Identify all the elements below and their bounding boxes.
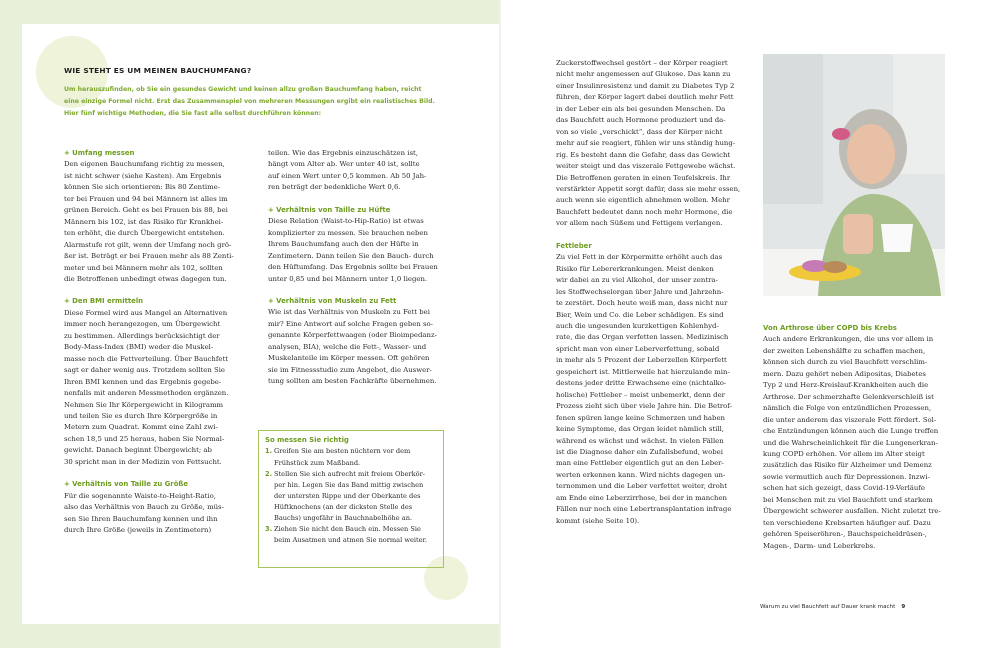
text-line: rig. Es besteht dann die Gefahr, dass das Gewicht: [556, 150, 731, 159]
text-line: schen hat sich gezeigt, dass Covid-19-Verläufe: [763, 484, 925, 493]
text-line: gewicht. Danach beginnt Übergewicht; ab: [64, 446, 212, 455]
text-line: ßer ist. Beträgt er bei Frauen mehr als 88 Zenti-: [64, 252, 234, 261]
text-line: Für die sogenannte Waiste-to-Height-Ratio,: [64, 491, 216, 500]
text-line: gehören Speiseröhren-, Bauchspeicheldrüsen-,: [763, 530, 927, 539]
text-line: zusätzlich das Risiko für Alzheimer und Demenz: [763, 461, 932, 470]
page-gutter: [499, 0, 501, 648]
text-line: Ihrem Bauchumfang auch den der Hüfte in: [268, 240, 419, 249]
text-line: das Bauchfett auch Hormone produziert und da-: [556, 116, 726, 125]
info-box-list: [265, 446, 437, 546]
text-line: Nehmen Sie Ihr Körpergewicht in Kilogramm: [64, 400, 224, 409]
text-line: ternommen und die Leber verfettet weiter, droht: [556, 482, 727, 491]
text-line: Zu viel Fett in der Körpermitte erhöht auch das: [556, 253, 723, 262]
section-umfang: [64, 159, 250, 285]
text-line: am Ende eine Leberzirrhose, bei der in manchen: [556, 493, 727, 502]
text-line: verstärkter Appetit sorgt dafür, dass sie mehr essen,: [556, 184, 741, 193]
text-line: masse noch die Fettverteilung. Über Bauchfett: [64, 354, 228, 363]
intro-line: Hier fünf wichtige Methoden, die Sie fast alle selbst durchführen können:: [64, 110, 322, 118]
text-line: auch wenn sie eigentlich abnehmen wollen. Mehr: [556, 196, 730, 205]
text-line: weiter steigt und das viszerale Fettgewebe wächst.: [556, 162, 736, 171]
text-line: und teilen Sie es durch Ihre Körpergröße in: [64, 411, 218, 420]
photo-illustration: [763, 54, 945, 296]
text-line: können Sie sich orientieren: Bis 80 Zentime-: [64, 183, 221, 192]
text-line: durch Ihre Größe (jeweils in Zentimetern): [64, 526, 212, 535]
list-text: beim Ausatmen und atmen Sie normal weiter.: [274, 536, 428, 545]
list-text: Bauchs) ungefähr in Bauchnabelhöhe an.: [274, 514, 413, 523]
text-line: Den eigenen Bauchumfang richtig zu messen,: [64, 160, 225, 169]
list-text: Stellen Sie sich aufrecht mit freiem Oberkör-: [274, 469, 426, 478]
text-line: mehr auf sie reagiert, fühlen wir uns ständig hung-: [556, 139, 736, 148]
text-line: Magen-, Darm- und Leberkrebs.: [763, 541, 876, 550]
text-line: kommt (siehe Seite 10).: [556, 516, 640, 525]
list-number: 2.: [265, 469, 273, 478]
info-box-item-line: [265, 513, 437, 524]
info-box-item-line: [265, 491, 437, 502]
text-line: sowie vermutlich auch für Depressionen. Inzwi-: [763, 472, 930, 481]
text-line: ist nicht schwer (siehe Kasten). Am Ergebnis: [64, 171, 222, 180]
text-line: Ihren BMI kennen und das Ergebnis gegebe-: [64, 377, 222, 386]
text-line: mir? Eine Antwort auf solche Fragen geben so-: [268, 319, 433, 328]
page-number: 9: [901, 604, 906, 610]
text-line: und die Wahrscheinlichkeit für die Lungenerkran-: [763, 438, 938, 447]
text-line: analysen, BIA), welche die Fett-, Wasser- und: [268, 342, 427, 351]
text-line: grünen Bereich. Geht es bei Frauen bis 88, bei: [64, 206, 228, 215]
info-box-item-line: [265, 502, 437, 513]
text-line: che Entzündungen können auch die Lunge treffen: [763, 427, 939, 436]
footer-running-title: Warum zu viel Bauchfett auf Dauer krank macht: [760, 604, 896, 610]
woman-eating-donut-photo: [763, 54, 945, 296]
section-fettleber: [556, 252, 746, 527]
text-line: tung sollten am besten Fachkräfte übernehmen.: [268, 377, 437, 386]
section-huefte: [268, 216, 454, 285]
text-line: nenfalls mit anderen Messmethoden ergänzen.: [64, 389, 229, 398]
text-line: Typ 2 und Herz-Kreislauf-Krankheiten auch die: [763, 381, 929, 390]
page-title: WIE STEHT ES UM MEINEN BAUCHUMFANG?: [64, 66, 252, 75]
section-bmi: [64, 308, 250, 468]
text-line: man eine Fettleber eigentlich gut an den Leber-: [556, 459, 724, 468]
column-4: [763, 323, 953, 552]
text-line: führen, der Körper lagert dabei deutlich mehr Fett: [556, 93, 734, 102]
text-line: fenen spüren lange keine Schmerzen und haben: [556, 413, 725, 422]
info-box-item-line: [265, 446, 437, 457]
list-text: der untersten Rippe und der Oberkante des: [274, 491, 421, 500]
text-line: les Stoffwechselorgan über Jahre und Jahrzehn-: [556, 287, 724, 296]
section-heading-groesse: + Verhältnis von Taille zu Größe: [64, 480, 189, 489]
text-line: sen Sie Ihren Bauchumfang kennen und ihn: [64, 514, 218, 523]
info-box-messen: [258, 430, 444, 568]
text-line: Zentimetern. Dann teilen Sie den Bauch- durch: [268, 251, 434, 260]
text-line: in mehr als 5 Prozent der Leberzellen Körperfett: [556, 356, 727, 365]
intro-line: Um herauszufinden, ob Sie ein gesundes Gewicht und keinen allzu großen Bauchumfang haben, reicht: [64, 86, 422, 93]
text-line: sagt er daher wenig aus. Trotzdem sollten Sie: [64, 366, 225, 375]
list-text: Greifen Sie am besten nüchtern vor dem: [274, 447, 411, 456]
text-line: Prozess zieht sich über viele Jahre hin. Die Betrof-: [556, 402, 732, 411]
info-box-heading: So messen Sie richtig: [265, 436, 349, 444]
text-line: Zuckerstoffwechsel gestört – der Körper reagiert: [556, 59, 728, 67]
section-groesse-cont: [268, 148, 454, 194]
text-line: holische) Fettleber – meist unbemerkt, denn der: [556, 390, 725, 399]
column-1: [64, 148, 250, 537]
text-line: nämlich die Folge von entzündlichen Prozessen,: [763, 404, 932, 413]
text-line: spricht man von einer Leberverfettung, sobald: [556, 344, 720, 353]
text-line: zu bestimmen. Allerdings berücksichtigt der: [64, 331, 220, 340]
text-line: Übergewicht schwerer ausfallen. Nicht zuletzt tre-: [763, 507, 941, 516]
text-line: teilen. Wie das Ergebnis einzuschätzen ist,: [268, 149, 418, 157]
text-line: können sich durch zu viel Bauchfett verschlim-: [763, 358, 928, 367]
text-line: Risiko für Lebererkrankungen. Meist denken: [556, 264, 714, 273]
info-box-item-line: [265, 480, 437, 491]
text-line: die unter anderem das viszerale Fett fördert. Sol-: [763, 415, 937, 424]
text-line: ist die Diagnose daher ein Zufallsbefund, wobei: [556, 447, 723, 456]
text-line: hängt vom Alter ab. Wer unter 40 ist, sollte: [268, 160, 420, 169]
text-line: den Hüftumfang. Das Ergebnis sollte bei Frauen: [268, 263, 438, 272]
text-line: immer noch herangezogen, um Übergewicht: [64, 320, 221, 329]
text-line: destens jeder dritte Erwachsene eine (nichtalko-: [556, 379, 727, 388]
text-line: Männern bis 102, ist das Risiko für Krankhei-: [64, 217, 224, 226]
list-text: Frühstück zum Maßband.: [274, 458, 361, 467]
text-line: wir dabei an zu viel Alkohol, der unser zentra-: [556, 276, 718, 285]
text-line: von so viele „verschickt“, dass der Körper nicht: [556, 127, 723, 136]
text-line: nicht mehr angemessen auf Glukose. Das kann zu: [556, 70, 731, 79]
text-line: werten erkennen kann. Wird nichts dagegen un-: [556, 470, 726, 479]
text-line: genannte Körperfettwaagen (oder Bioimpedanz-: [268, 331, 437, 340]
text-line: Die Betroffenen geraten in einen Teufelskreis. Ihr: [556, 173, 731, 182]
text-line: Diese Relation (Waist-to-Hip-Ratio) ist etwas: [268, 217, 424, 226]
text-line: gespeichert ist. Mittlerweile hat hierzulande min-: [556, 367, 730, 376]
text-line: rate, die das Organ verfetten lassen. Medizinisch: [556, 333, 729, 342]
info-box-item-line: [265, 458, 437, 469]
info-box-item-line: [265, 524, 437, 535]
text-line: komplizierter zu messen. Sie brauchen neben: [268, 228, 428, 237]
text-line: keine Symptome, das Organ leidet nämlich still,: [556, 425, 724, 434]
text-line: Auch andere Erkrankungen, die uns vor allem in: [763, 335, 934, 344]
section-arthrose: [763, 334, 953, 552]
text-line: sie im Fitnessstudio zum Angebot, die Auswer-: [268, 365, 432, 374]
text-line: Wie ist das Verhältnis von Muskeln zu Fett bei: [268, 308, 430, 317]
column-3: [556, 58, 746, 527]
intro-text: [64, 84, 442, 120]
text-line: Bier, Wein und Co. die Leber schädigen. Es sind: [556, 310, 724, 319]
text-line: Fällen nur noch eine Lebertransplantation infrage: [556, 505, 732, 514]
section-heading-arthrose: Von Arthrose über COPD bis Krebs: [763, 324, 897, 332]
section-groesse: [64, 491, 250, 537]
section-heading-huefte: + Verhältnis von Taille zu Hüfte: [268, 205, 391, 214]
text-line: meter und bei Männern mehr als 102, sollten: [64, 263, 223, 272]
section-heading-fettleber: Fettleber: [556, 241, 592, 250]
text-line: ten erhöht, die durch Übergewicht entstehen.: [64, 229, 225, 238]
text-line: 30 spricht man in der Medizin von Fettsucht.: [64, 457, 222, 466]
text-line: te zerstört. Doch heute weiß man, dass nicht nur: [556, 299, 728, 308]
text-line: die Betroffenen unbedingt etwas dagegen tun.: [64, 274, 227, 283]
text-line: einer Insulinresistenz und damit zu Diabetes Typ 2: [556, 81, 735, 90]
text-line: ten verschiedene Krebsarten häufiger auf. Dazu: [763, 518, 931, 527]
text-line: mern. Dazu gehört neben Adipositas, Diabetes: [763, 369, 926, 378]
section-heading-muskeln: + Verhältnis von Muskeln zu Fett: [268, 296, 397, 305]
list-text: Hüftknochens (an der dicksten Stelle des: [274, 502, 413, 511]
list-text: Ziehen Sie nicht den Bauch ein. Messen Sie: [274, 525, 421, 534]
text-line: schen 18,5 und 25 heraus, haben Sie Normal-: [64, 434, 225, 443]
intro-line: eine einzige Formel nicht. Erst das Zusammenspiel von mehreren Messungen ergibt ein realistisches Bild.: [64, 98, 435, 106]
text-line: Muskelanteile im Körper messen. Oft gehören: [268, 354, 430, 363]
section-heading-bmi: + Den BMI ermitteln: [64, 297, 144, 306]
text-line: auch die ungesunden kurzkettigen Kohlenhyd-: [556, 321, 719, 330]
info-box-item-line: [265, 469, 437, 480]
text-line: ren beträgt der bedenkliche Wert 0,6.: [268, 183, 401, 192]
text-line: vor allem nach Süßem und Fettigem verlangen.: [556, 219, 723, 228]
text-line: Metern zum Quadrat. Kommt eine Zahl zwi-: [64, 423, 218, 432]
section-heading-umfang: + Umfang messen: [64, 149, 135, 157]
text-line: Bauchfett bedeutet dann noch mehr Hormone, die: [556, 207, 733, 216]
text-line: auf einen Wert unter 0,5 kommen. Ab 50 Jah-: [268, 171, 427, 180]
text-line: während es wächst und wächst. In vielen Fällen: [556, 436, 724, 445]
text-line: Diese Formel wird aus Mangel an Alternativen: [64, 308, 228, 317]
text-line: Arthrose. Der schmerzhafte Gelenkverschleiß ist: [763, 392, 934, 401]
text-line: in der Leber ein als bei gesunden Menschen. Da: [556, 104, 726, 113]
section-cont: [556, 58, 746, 230]
text-line: Body-Mass-Index (BMI) weder die Muskel-: [64, 343, 214, 352]
text-line: also das Verhältnis von Bauch zu Größe, müs-: [64, 503, 224, 512]
list-number: 3.: [265, 525, 273, 534]
text-line: bei Menschen mit zu viel Bauchfett und starkem: [763, 495, 933, 504]
text-line: Alarmstufe rot gilt, wenn der Umfang noch grö-: [64, 240, 232, 249]
text-line: ter bei Frauen und 94 bei Männern ist alles im: [64, 194, 228, 203]
page-footer: [760, 604, 905, 610]
column-2: [268, 148, 454, 388]
list-number: 1.: [265, 447, 273, 456]
section-muskeln: [268, 307, 454, 387]
text-line: der zweiten Lebenshälfte zu schaffen machen,: [763, 346, 926, 355]
text-line: unter 0,85 und bei Männern unter 1,0 liegen.: [268, 274, 428, 283]
text-line: kung COPD erhöhen. Vor allem im Alter steigt: [763, 449, 925, 458]
list-text: per hin. Legen Sie das Band mittig zwischen: [274, 480, 424, 489]
info-box-item-line: [265, 535, 437, 546]
